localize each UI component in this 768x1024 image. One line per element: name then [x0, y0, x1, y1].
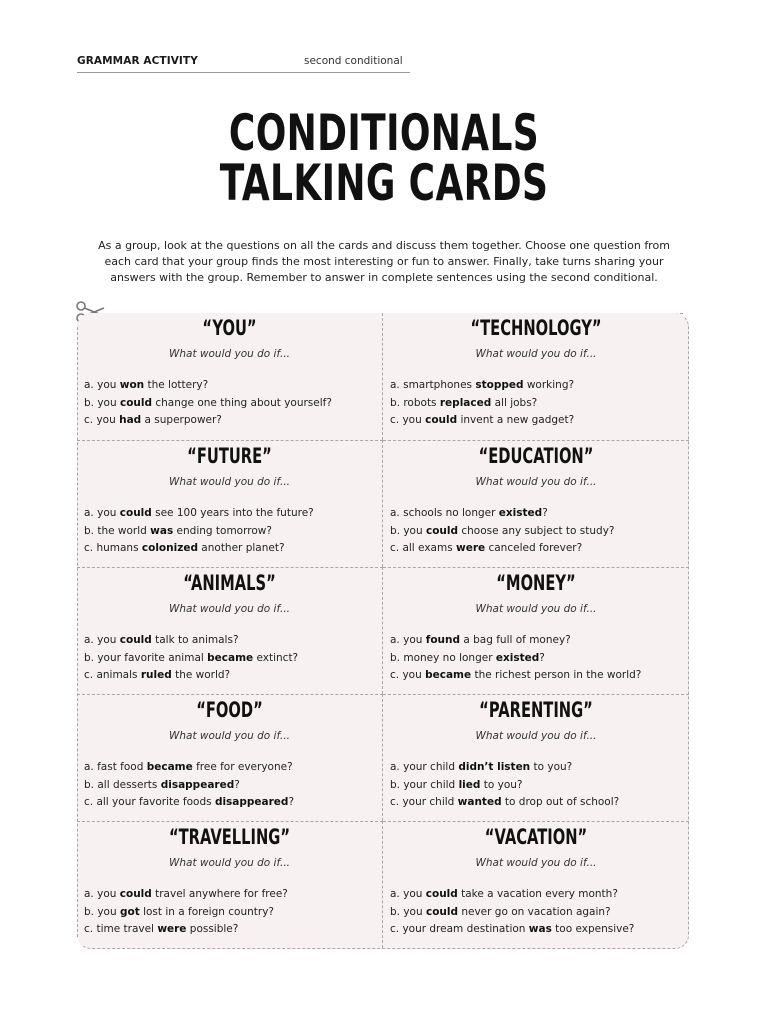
question-text: b. your child — [390, 778, 459, 791]
question-text: b. all desserts — [84, 778, 161, 791]
card-title: “VACATION” — [484, 825, 588, 849]
question-text: all jobs? — [491, 396, 538, 409]
question-verb: colonized — [141, 542, 198, 554]
card-question — [84, 505, 378, 523]
card-title: “PARENTING” — [479, 698, 593, 722]
talking-card — [383, 440, 689, 567]
card-prompt: What would you do if... — [475, 476, 597, 488]
card-question — [84, 395, 378, 413]
question-text: a. fast food — [84, 761, 147, 773]
card-title: “TECHNOLOGY” — [470, 316, 602, 340]
title-line-1: CONDITIONALS — [228, 104, 540, 162]
question-text: a. your child — [390, 761, 459, 773]
header-label: GRAMMAR ACTIVITY — [77, 55, 198, 67]
question-text: change one thing about yourself? — [152, 396, 332, 409]
talking-card — [383, 567, 689, 694]
card-prompt: What would you do if... — [475, 730, 597, 742]
question-text: to drop out of school? — [501, 796, 620, 808]
page-title — [108, 104, 661, 212]
question-text: a. you — [84, 888, 120, 900]
card-question — [390, 632, 685, 650]
question-text: a. schools no longer — [390, 507, 499, 519]
question-text: choose any subject to study? — [458, 524, 615, 537]
card-question-list — [84, 377, 378, 430]
question-text: free for everyone? — [192, 761, 293, 773]
title-line-2: TALKING CARDS — [219, 154, 549, 212]
talking-card — [383, 694, 689, 821]
question-verb: could — [119, 634, 152, 646]
question-text: b. the world — [84, 524, 151, 537]
question-verb: wanted — [457, 796, 502, 808]
card-question-list — [84, 505, 378, 558]
talking-card — [383, 313, 689, 440]
cards-grid — [77, 313, 689, 949]
header-subtitle: second conditional — [304, 55, 403, 67]
instructions: As a group, look at the questions on all the cards and discuss them together. Choose one question from each card that your group finds the most interesting or fun to answer. Finally, take turns sharing your answers with the group. Remember to answer in complete sentences using the second conditional. — [98, 239, 670, 284]
card-question — [84, 412, 378, 430]
talking-card — [77, 694, 383, 821]
card-question — [84, 904, 378, 922]
card-prompt: What would you do if... — [475, 348, 597, 360]
question-verb: were — [157, 923, 187, 935]
question-text: c. animals — [84, 669, 141, 681]
question-text: c. humans — [84, 542, 142, 554]
question-verb: could — [119, 396, 153, 409]
question-text: to you? — [530, 761, 573, 773]
question-verb: found — [425, 634, 460, 646]
question-text: b. you — [84, 905, 120, 918]
question-text: talk to animals? — [151, 634, 239, 646]
talking-card — [77, 567, 383, 694]
card-title: “YOU” — [202, 316, 257, 340]
question-text: to you? — [480, 778, 523, 791]
question-verb: were — [456, 542, 486, 554]
question-verb: existed — [498, 507, 543, 519]
question-text: ending tomorrow? — [173, 524, 272, 537]
header — [77, 55, 410, 73]
question-verb: stopped — [475, 379, 524, 391]
question-text: c. your dream destination — [390, 923, 529, 935]
card-question — [84, 794, 378, 812]
question-text: c. all your favorite foods — [84, 796, 215, 808]
question-text: canceled forever? — [485, 542, 583, 554]
question-verb: didn’t listen — [458, 761, 531, 773]
question-verb: could — [119, 888, 152, 900]
question-text: invent a new gadget? — [457, 414, 575, 426]
card-question — [84, 777, 378, 795]
question-text: a. you — [84, 507, 120, 519]
question-text: b. you — [84, 396, 120, 409]
question-text: b. money no longer — [390, 651, 496, 664]
question-text: the richest person in the world? — [471, 669, 642, 681]
question-text: a. you — [84, 634, 120, 646]
card-question — [390, 794, 685, 812]
question-text: a. you — [390, 634, 426, 646]
question-text: lost in a foreign country? — [139, 905, 274, 918]
card-prompt: What would you do if... — [475, 857, 597, 869]
talking-card — [77, 313, 383, 440]
card-question — [84, 921, 378, 939]
card-prompt: What would you do if... — [168, 730, 290, 742]
question-verb: disappeared — [214, 796, 289, 808]
card-question-list — [390, 759, 685, 812]
card-prompt: What would you do if... — [168, 857, 290, 869]
question-verb: was — [528, 923, 552, 935]
question-text: the world? — [171, 669, 231, 681]
question-text: c. all exams — [390, 542, 457, 554]
card-question-list — [390, 886, 685, 939]
card-question-list — [84, 632, 378, 685]
question-text: b. you — [390, 905, 426, 918]
question-text: b. you — [390, 524, 426, 537]
question-text: extinct? — [253, 651, 299, 664]
question-text: b. robots — [390, 396, 440, 409]
question-verb: lied — [458, 778, 481, 791]
card-title: “FUTURE” — [187, 444, 272, 468]
card-title: “MONEY” — [496, 571, 576, 595]
question-verb: replaced — [439, 396, 492, 409]
card-question-list — [390, 505, 685, 558]
question-text: a bag full of money? — [460, 634, 571, 646]
question-verb: could — [425, 414, 458, 426]
question-text: a. you — [84, 379, 120, 391]
question-verb: had — [119, 414, 142, 426]
question-verb: existed — [495, 651, 540, 664]
card-question — [84, 632, 378, 650]
question-text: never go on vacation again? — [458, 905, 611, 918]
question-text: take a vacation every month? — [457, 888, 618, 900]
question-text: too expensive? — [551, 923, 635, 935]
card-question — [84, 667, 378, 685]
card-question — [390, 759, 685, 777]
card-question — [84, 886, 378, 904]
question-verb: could — [425, 905, 459, 918]
card-title: “EDUCATION” — [478, 444, 594, 468]
question-verb: won — [119, 379, 145, 391]
card-title: “TRAVELLING” — [168, 825, 291, 849]
question-verb: was — [150, 524, 174, 537]
question-text: see 100 years into the future? — [151, 507, 314, 519]
talking-card — [77, 821, 383, 948]
card-question — [390, 904, 685, 922]
talking-card — [77, 440, 383, 567]
card-question — [390, 505, 685, 523]
card-question — [390, 523, 685, 541]
question-verb: became — [425, 669, 472, 681]
card-question — [84, 377, 378, 395]
card-question — [390, 650, 685, 668]
question-text: c. time travel — [84, 923, 158, 935]
question-text: the lottery? — [144, 379, 209, 391]
question-text: possible? — [186, 923, 239, 935]
question-text: c. you — [390, 669, 426, 681]
card-question-list — [390, 632, 685, 685]
question-text: c. you — [84, 414, 120, 426]
question-text: ? — [288, 796, 295, 808]
question-text: ? — [539, 651, 545, 664]
question-text: a superpower? — [141, 414, 222, 426]
card-question — [390, 395, 685, 413]
question-verb: could — [425, 888, 458, 900]
card-question-list — [84, 886, 378, 939]
question-text: ? — [542, 507, 548, 519]
card-prompt: What would you do if... — [475, 603, 597, 615]
card-title: “ANIMALS” — [183, 571, 276, 595]
card-question — [390, 921, 685, 939]
question-verb: got — [119, 905, 140, 918]
card-question — [390, 412, 685, 430]
card-question — [390, 540, 685, 558]
question-text: travel anywhere for free? — [151, 888, 288, 900]
question-verb: could — [425, 524, 459, 537]
card-question — [84, 650, 378, 668]
card-prompt: What would you do if... — [168, 348, 290, 360]
question-text: working? — [523, 379, 575, 391]
card-prompt: What would you do if... — [168, 476, 290, 488]
card-question-list — [390, 377, 685, 430]
question-text: a. smartphones — [390, 379, 476, 391]
question-verb: ruled — [140, 669, 172, 681]
card-question — [84, 540, 378, 558]
question-text: c. you — [390, 414, 426, 426]
question-text: b. your favorite animal — [84, 651, 208, 664]
card-question — [84, 523, 378, 541]
question-verb: became — [146, 761, 193, 773]
question-text: a. you — [390, 888, 426, 900]
card-question — [390, 777, 685, 795]
card-prompt: What would you do if... — [168, 603, 290, 615]
talking-card — [383, 821, 689, 948]
card-question — [390, 667, 685, 685]
card-title: “FOOD” — [196, 698, 263, 722]
card-question — [390, 886, 685, 904]
card-question — [390, 377, 685, 395]
question-text: c. your child — [390, 796, 458, 808]
question-verb: could — [119, 507, 152, 519]
card-question — [84, 759, 378, 777]
question-verb: disappeared — [160, 778, 235, 791]
question-text: ? — [234, 778, 240, 791]
card-question-list — [84, 759, 378, 812]
question-verb: became — [207, 651, 254, 664]
question-text: another planet? — [197, 542, 285, 554]
